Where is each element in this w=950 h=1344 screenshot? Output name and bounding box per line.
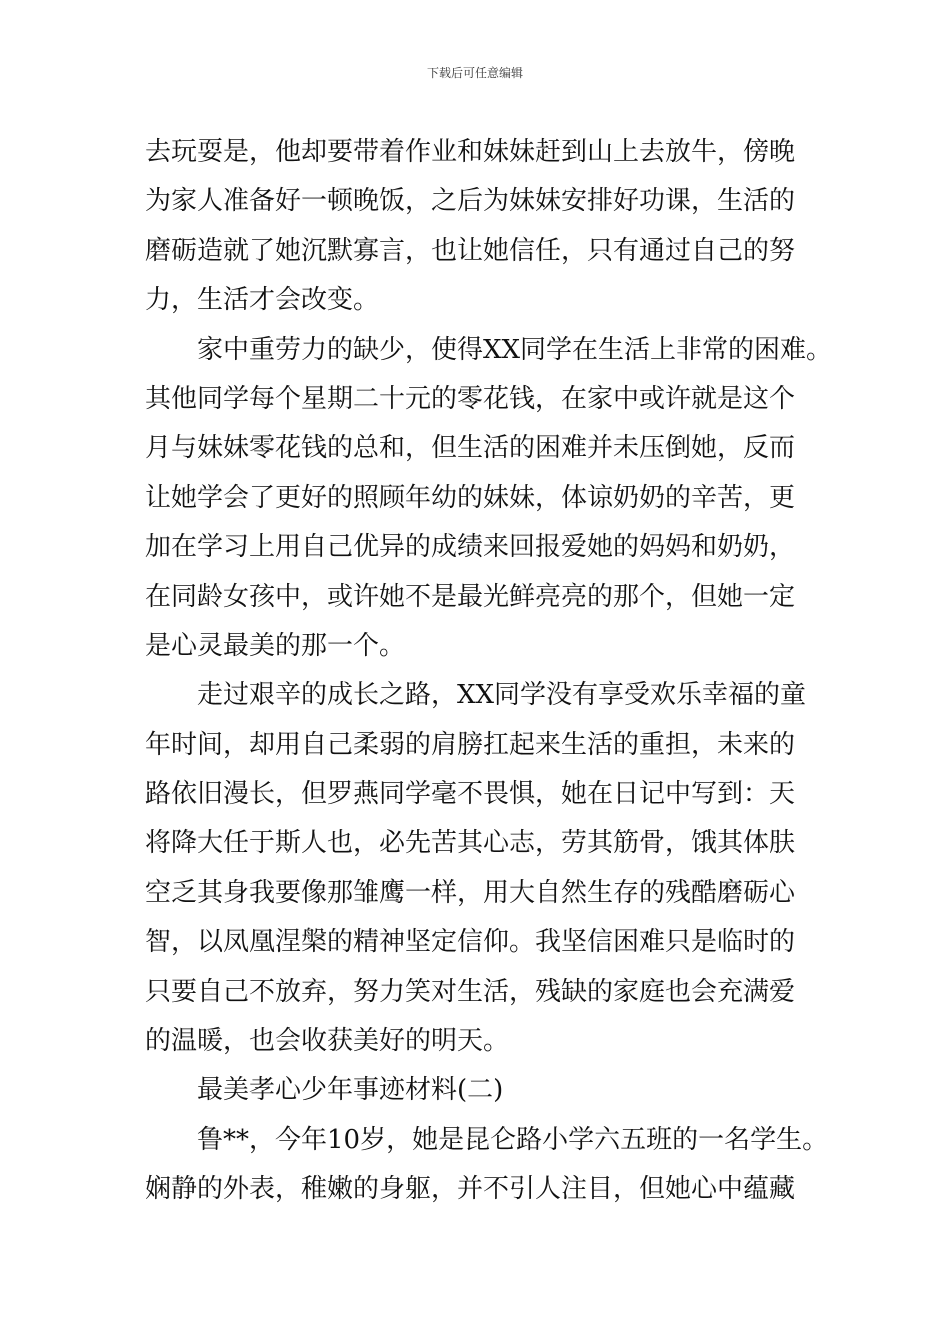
text-line: 磨砺造就了她沉默寡言，也让她信任，只有通过自己的努 [145,235,796,266]
section-heading: 最美孝心少年事迹材料(二) [197,1075,504,1106]
text-line: 家中重劳力的缺少，使得XX同学在生活上非常的困难。 [197,334,833,365]
text-line: 的温暖，也会收获美好的明天。 [145,1026,510,1057]
text-line: 娴静的外表，稚嫩的身躯，并不引人注目，但她心中蕴藏 [145,1174,796,1205]
text-line: 月与妹妹零花钱的总和，但生活的困难并未压倒她，反而 [145,433,796,464]
text-line: 是心灵最美的那一个。 [145,630,406,661]
text-line: 其他同学每个星期二十元的零花钱，在家中或许就是这个 [145,383,796,414]
text-line: 为家人准备好一顿晚饭，之后为妹妹安排好功课，生活的 [145,186,796,217]
text-line: 只要自己不放弃，努力笑对生活，残缺的家庭也会充满爱 [145,976,796,1007]
text-line: 年时间，却用自己柔弱的肩膀扛起来生活的重担，未来的 [145,729,796,760]
text-line: 路依旧漫长，但罗燕同学毫不畏惧，她在日记中写到：天 [145,779,796,810]
text-line: 让她学会了更好的照顾年幼的妹妹，体谅奶奶的辛苦，更 [145,482,796,513]
text-line: 将降大任于斯人也，必先苦其心志，劳其筋骨，饿其体肤 [145,828,796,859]
text-line: 去玩耍是，他却要带着作业和妹妹赶到山上去放牛，傍晚 [145,137,796,167]
document-body [145,128,833,1215]
text-line: 走过艰辛的成长之路，XX同学没有享受欢乐幸福的童 [197,680,807,711]
text-line: 加在学习上用自己优异的成绩来回报爱她的妈妈和奶奶， [145,532,796,563]
text-line: 空乏其身我要像那雏鹰一样，用大自然生存的残酷磨砺心 [145,877,796,908]
page-header: 下载后可任意编辑 [426,66,523,80]
text-line: 智，以凤凰涅槃的精神坚定信仰。我坚信困难只是临时的 [145,927,796,958]
text-line: 力，生活才会改变。 [145,285,380,316]
text-line: 鲁**，今年10岁，她是昆仑路小学六五班的一名学生。 [197,1124,829,1155]
text-line: 在同龄女孩中，或许她不是最光鲜亮亮的那个，但她一定 [145,581,796,612]
